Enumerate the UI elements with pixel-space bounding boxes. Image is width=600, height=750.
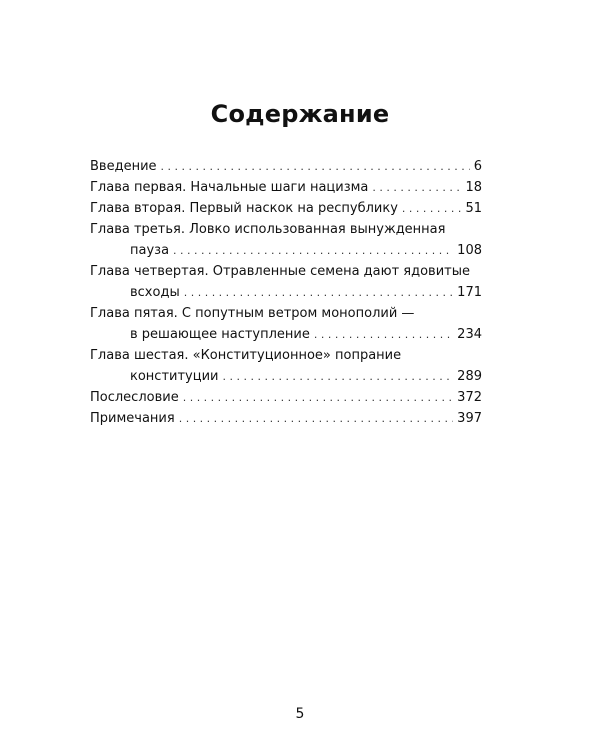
toc-entry-title: Послесловие [90, 390, 179, 405]
toc-entry-chapter-2[interactable] [90, 198, 482, 219]
toc-entry-chapter-1[interactable] [90, 177, 482, 198]
toc-entry-afterword[interactable] [90, 387, 482, 408]
toc-entry-title: Введение [90, 159, 157, 174]
table-of-contents [90, 156, 482, 429]
toc-entry-title-continued: конституции [130, 369, 219, 384]
page-title: Содержание [210, 100, 390, 128]
toc-entry-page: 289 [457, 369, 482, 384]
toc-entry-title: Глава вторая. Первый наскок на республику [90, 201, 398, 216]
toc-entry-title: Глава третья. Ловко использованная вынужденная [90, 222, 446, 237]
dot-leader [184, 282, 453, 303]
toc-entry-title-continued: в решающее наступление [130, 327, 310, 342]
toc-entry-title: Глава четвертая. Отравленные семена дают ядовитые [90, 264, 470, 279]
toc-entry-title: Глава первая. Начальные шаги нацизма [90, 180, 369, 195]
dot-leader [223, 366, 454, 387]
toc-entry-page: 372 [457, 390, 482, 405]
dot-leader [179, 408, 453, 429]
dot-leader [402, 198, 462, 219]
toc-entry-title-continued: пауза [130, 243, 170, 258]
toc-entry-page: 51 [465, 201, 482, 216]
toc-entry-notes[interactable] [90, 408, 482, 429]
toc-entry-introduction[interactable] [90, 156, 482, 177]
toc-entry-page: 18 [465, 180, 482, 195]
toc-entry-title: Глава шестая. «Конституционное» попрание [90, 348, 402, 363]
toc-entry-page: 234 [457, 327, 482, 342]
toc-entry-chapter-6[interactable] [90, 345, 482, 387]
dot-leader [173, 240, 453, 261]
toc-entry-page: 171 [457, 285, 482, 300]
toc-entry-chapter-5[interactable] [90, 303, 482, 345]
dot-leader [314, 324, 453, 345]
toc-entry-title: Глава пятая. С попутным ветром монополий — [90, 306, 415, 321]
toc-entry-page: 108 [457, 243, 482, 258]
dot-leader [161, 156, 470, 177]
dot-leader [183, 387, 453, 408]
toc-entry-page: 6 [473, 159, 482, 174]
toc-entry-page: 397 [457, 411, 482, 426]
toc-entry-title-continued: всходы [130, 285, 180, 300]
dot-leader [372, 177, 461, 198]
toc-entry-chapter-3[interactable] [90, 219, 482, 261]
toc-entry-title: Примечания [90, 411, 175, 426]
page-number: 5 [295, 706, 305, 722]
toc-entry-chapter-4[interactable] [90, 261, 482, 303]
